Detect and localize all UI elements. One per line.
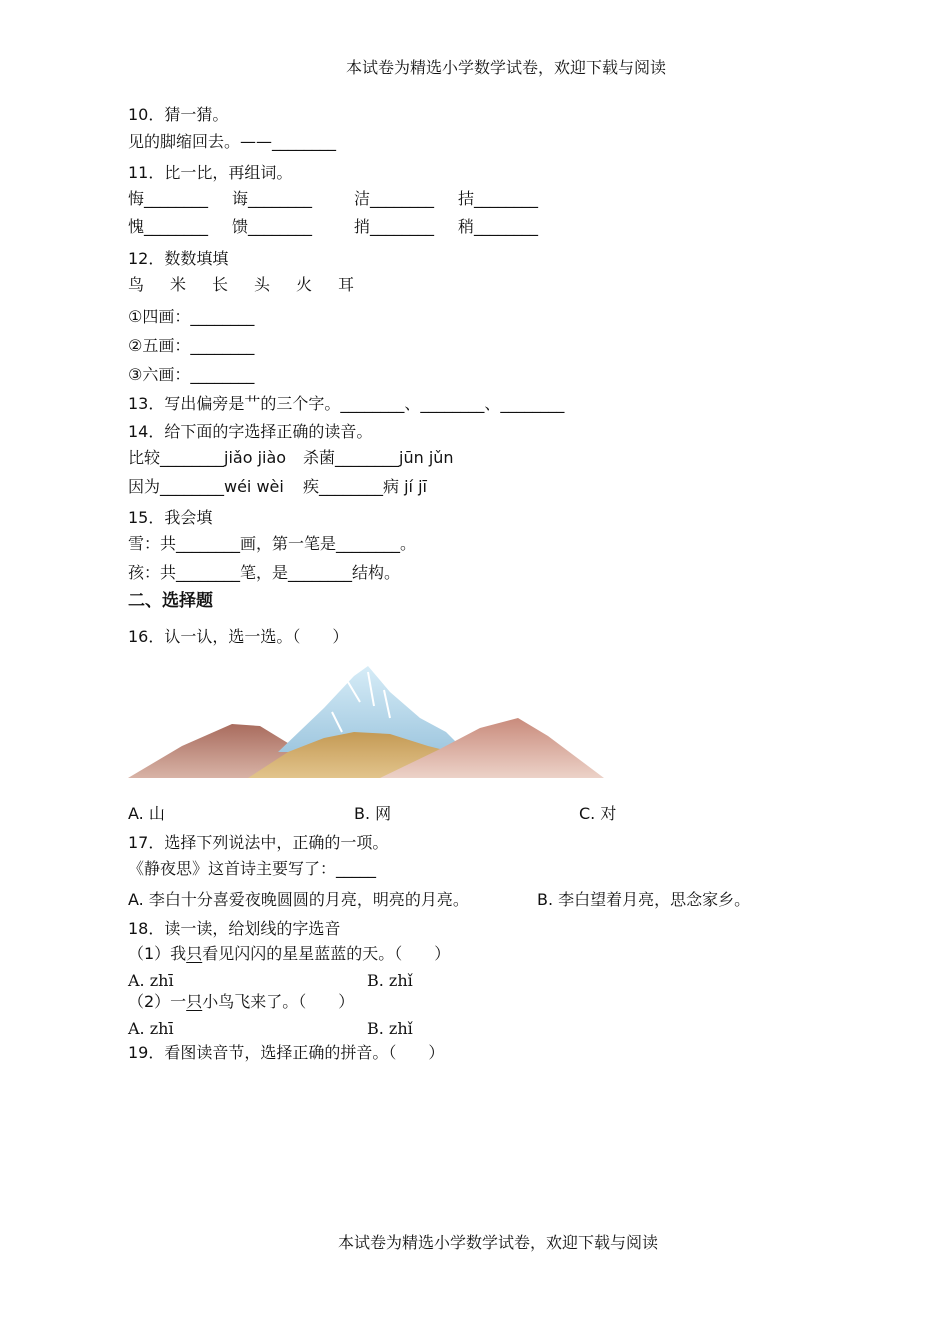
q14-b: 杀菌________jūn jǔn xyxy=(303,448,454,467)
q12-line-2: ②五画：________ xyxy=(128,336,255,355)
q17-title: 17．选择下列说法中，正确的一项。 xyxy=(128,833,389,852)
q18-s1-option-a[interactable]: A. zhī xyxy=(128,971,174,990)
mountain-illustration xyxy=(128,662,604,784)
q12-char: 头 xyxy=(254,275,271,294)
q11-r2-c3: 捎________ xyxy=(354,217,435,236)
q17-text: 《静夜思》这首诗主要写了：_____ xyxy=(128,859,377,878)
q12-title: 12．数数填填 xyxy=(128,249,229,268)
q16-option-a[interactable]: A. 山 xyxy=(128,804,165,823)
q11-r1-c3: 洁________ xyxy=(354,189,435,208)
q18-s2-suffix: 小鸟飞来了。（ ） xyxy=(202,992,355,1011)
q11-r2-c4: 稍________ xyxy=(458,217,539,236)
q18-s1-suffix: 看见闪闪的星星蓝蓝的天。（ ） xyxy=(202,944,451,963)
q12-char: 鸟 xyxy=(128,275,145,294)
q14-a: 比较________jiǎo jiào xyxy=(128,448,287,467)
section-heading: 二、选择题 xyxy=(128,591,213,611)
page-footer: 本试卷为精选小学数学试卷，欢迎下载与阅读 xyxy=(338,1233,659,1252)
q14-c: 因为________wéi wèi xyxy=(128,477,284,496)
q18-s2-option-a[interactable]: A. zhī xyxy=(128,1019,174,1038)
q11-r1-c1: 悔________ xyxy=(128,189,209,208)
q15-line-1: 雪：共________画，第一笔是________。 xyxy=(128,534,417,553)
q11-r2-c1: 愧________ xyxy=(128,217,209,236)
q15-title: 15．我会填 xyxy=(128,508,213,527)
q19-title: 19．看图读音节，选择正确的拼音。（ ） xyxy=(128,1043,445,1062)
q11-title: 11．比一比，再组词。 xyxy=(128,163,293,182)
q18-s1-option-b[interactable]: B. zhǐ xyxy=(367,971,413,990)
q12-line-3: ③六画：________ xyxy=(128,365,255,384)
q18-s2-underlined: 只 xyxy=(186,992,203,1011)
q16-option-b[interactable]: B. 网 xyxy=(354,804,392,823)
q13-text: 13．写出偏旁是艹的三个字。________、________、________ xyxy=(128,394,565,413)
q10-text: 见的脚缩回去。——________ xyxy=(128,132,337,151)
q18-s1-prefix: （1）我 xyxy=(128,944,187,963)
q15-line-2: 孩：共________笔，是________结构。 xyxy=(128,563,401,582)
q14-d: 疾________病 jí jī xyxy=(303,477,427,496)
q18-s2-prefix: （2）一 xyxy=(128,992,187,1011)
q18-title: 18．读一读，给划线的字选音 xyxy=(128,919,341,938)
q17-option-a[interactable]: A. 李白十分喜爱夜晚圆圆的月亮，明亮的月亮。 xyxy=(128,890,469,909)
q18-sentence-2 xyxy=(128,991,354,1013)
q12-char: 火 xyxy=(296,275,313,294)
q11-r1-c4: 拮________ xyxy=(458,189,539,208)
q16-option-c[interactable]: C. 对 xyxy=(579,804,617,823)
q18-s2-option-b[interactable]: B. zhǐ xyxy=(367,1019,413,1038)
q12-line-1: ①四画：________ xyxy=(128,307,255,326)
q12-char: 米 xyxy=(170,275,187,294)
q12-char: 长 xyxy=(212,275,229,294)
q16-title: 16．认一认，选一选。（ ） xyxy=(128,627,349,646)
q18-sentence-1 xyxy=(128,943,450,965)
q18-s1-underlined: 只 xyxy=(186,944,203,963)
page-header: 本试卷为精选小学数学试卷，欢迎下载与阅读 xyxy=(346,58,667,77)
q14-title: 14．给下面的字选择正确的读音。 xyxy=(128,422,373,441)
q11-r1-c2: 诲________ xyxy=(232,189,313,208)
q12-char: 耳 xyxy=(338,275,355,294)
q11-r2-c2: 馈________ xyxy=(232,217,313,236)
q10-title: 10．猜一猜。 xyxy=(128,105,229,124)
q17-option-b[interactable]: B. 李白望着月亮，思念家乡。 xyxy=(537,890,751,909)
